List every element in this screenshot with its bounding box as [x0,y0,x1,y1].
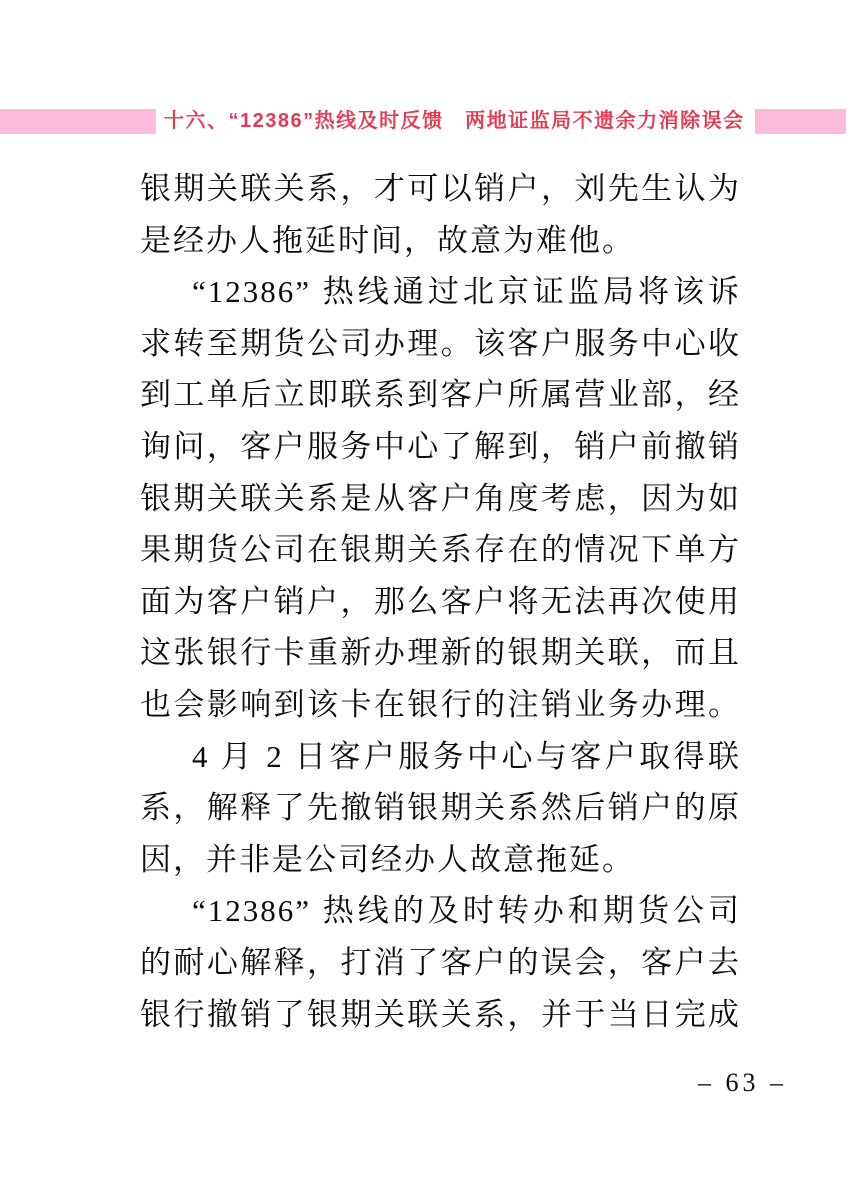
body-line: 银期关联关系，才可以销户，刘先生认为 [140,171,741,206]
body-line: “12386” 热线通过北京证监局将该诉 [192,274,741,310]
body-line: 银行撤销了银期关联关系，并于当日完成 [140,996,741,1032]
body-line: 系，解释了先撤销银期关系然后销户的原 [140,790,741,826]
chapter-title: 十六、“12386”热线及时反馈 两地证监局不遗余力消除误会 [164,110,745,132]
body-line: 因，并非是公司经办人故意拖延。 [140,841,635,877]
header-band-left [0,109,156,134]
body-line: 询问，客户服务中心了解到，销户前撤销 [140,428,741,464]
body-line: 的耐心解释，打消了客户的误会，客户去 [140,944,741,980]
body-line: 这张银行卡重新办理新的银期关联，而且 [140,635,741,671]
body-line: 是经办人拖延时间，故意为难他。 [140,222,635,258]
page-number: – 63 – [698,1068,787,1097]
body-text [140,163,741,1040]
body-line: “12386” 热线的及时转办和期货公司 [192,893,741,929]
header-band-right [755,109,846,134]
running-head [0,108,851,134]
body-line: 到工单后立即联系到客户所属营业部，经 [140,377,741,413]
body-line: 果期货公司在银期关系存在的情况下单方 [140,532,741,568]
body-line: 银期关联关系是从客户角度考虑，因为如 [140,480,741,516]
body-line: 面为客户销户，那么客户将无法再次使用 [140,583,741,619]
body-line: 也会影响到该卡在银行的注销业务办理。 [140,686,741,722]
body-line: 求转至期货公司办理。该客户服务中心收 [140,325,741,361]
body-line: 4 月 2 日客户服务中心与客户取得联 [192,738,741,774]
